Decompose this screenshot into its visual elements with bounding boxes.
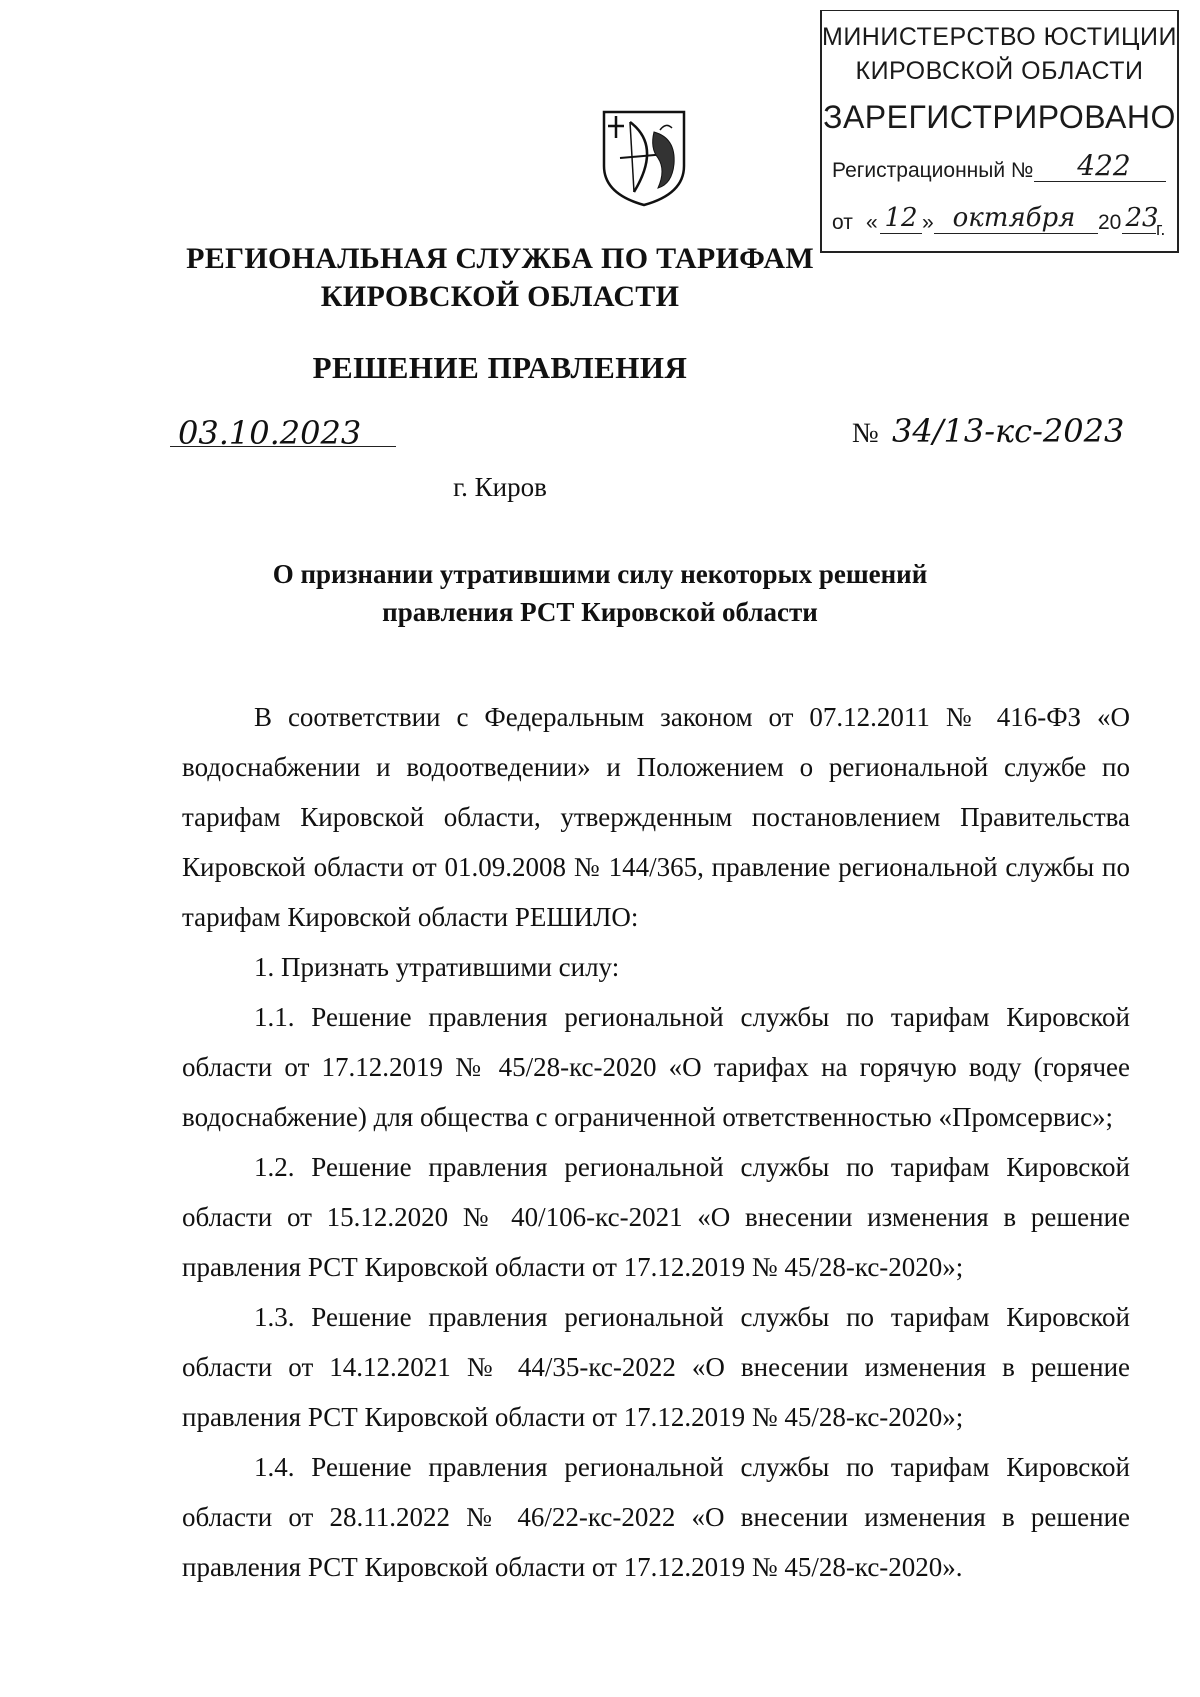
stamp-day-underline [880, 233, 922, 234]
item-1-3: 1.3. Решение правления региональной службы по тарифам Кировской области от 14.12.2021 № 44/35-кс-2022 «О внесении изменения в решение правления РСТ Кировской области от 17.12.2019 № 45/28-кс-2020»; [182, 1302, 1130, 1432]
stamp-reg-number: 422 [1077, 149, 1131, 182]
item-1-4: 1.4. Решение правления региональной службы по тарифам Кировской области от 28.11.2022 № 46/22-кс-2022 «О внесении изменения в решение правления РСТ Кировской области от 17.12.2019 № 45/28-кс-2020». [182, 1452, 1130, 1582]
item-1: 1. Признать утратившими силу: [254, 952, 620, 982]
stamp-quote-close: » [922, 211, 934, 234]
item-1-1: 1.1. Решение правления региональной службы по тарифам Кировской области от 17.12.2019 № 45/28-кс-2020 «О тарифах на горячую воду (горячее водоснабжение) для общества с ограниченной ответственностью «Промсервис»; [182, 1002, 1130, 1132]
stamp-month: октября [952, 203, 1076, 233]
document-subject [200, 555, 1000, 631]
document-number-sign: № [852, 418, 879, 449]
registration-stamp [820, 10, 1179, 253]
stamp-year-suffix: 23 [1125, 203, 1159, 233]
document-date: 03.10.2023 [178, 414, 362, 452]
stamp-reg-label: Регистрационный № [832, 159, 1034, 182]
stamp-year-underline [1122, 233, 1156, 234]
subject-line1: О признании утратившими силу некоторых решений [272, 559, 928, 589]
organization-name-line2: КИРОВСКОЙ ОБЛАСТИ [320, 280, 680, 313]
stamp-year-prefix: 20 [1098, 211, 1122, 234]
organization-name-line1: РЕГИОНАЛЬНАЯ СЛУЖБА ПО ТАРИФАМ [186, 242, 814, 275]
item-1-2: 1.2. Решение правления региональной службы по тарифам Кировской области от 15.12.2020 № 40/106-кс-2021 «О внесении изменения в решение правления РСТ Кировской области от 17.12.2019 № 45/28-кс-2020»; [182, 1152, 1130, 1282]
coat-of-arms-icon [600, 108, 688, 208]
stamp-registered: ЗАРЕГИСТРИРОВАНО [823, 99, 1176, 135]
stamp-reg-underline [1034, 181, 1166, 182]
city: г. Киров [453, 472, 547, 502]
preamble-paragraph: В соответствии с Федеральным законом от 07.12.2011 № 416-ФЗ «О водоснабжении и водоотведении» и Положением о региональной службе по тарифам Кировской области, утвержденным постановлением Правительства Кировской области от 01.09.2008 № 144/365, правление региональной службы по тарифам Кировской области РЕШИЛО: [182, 702, 1130, 932]
stamp-year-letter: г. [1156, 219, 1166, 239]
document-type: РЕШЕНИЕ ПРАВЛЕНИЯ [312, 350, 688, 385]
stamp-region: КИРОВСКОЙ ОБЛАСТИ [855, 57, 1144, 85]
stamp-ministry: МИНИСТЕРСТВО ЮСТИЦИИ [822, 23, 1177, 51]
stamp-date-from: от [832, 211, 853, 234]
document-body [182, 692, 1130, 1592]
stamp-day: 12 [884, 203, 918, 233]
stamp-month-underline [934, 233, 1098, 234]
subject-line2: правления РСТ Кировской области [382, 597, 818, 627]
stamp-quote-open: « [866, 211, 878, 234]
document-date-underline [170, 446, 396, 447]
document-number: 34/13-кс-2023 [892, 412, 1125, 450]
